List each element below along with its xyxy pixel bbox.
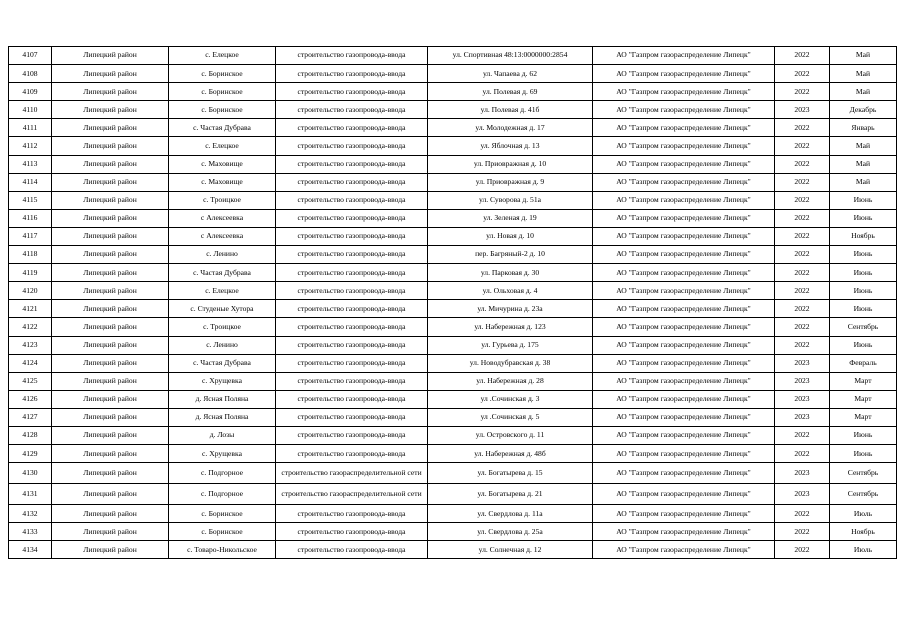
row-number: 4123: [9, 336, 52, 354]
address-cell: ул. Солнечная д. 12: [428, 541, 593, 559]
work-type-cell: строительство газопровода-ввода: [276, 155, 428, 173]
address-cell: ул. Новодубравская д. 38: [428, 354, 593, 372]
locality-cell: с. Маховище: [169, 173, 276, 191]
district-cell: Липецкий район: [52, 137, 169, 155]
month-cell: Июнь: [830, 336, 897, 354]
district-cell: Липецкий район: [52, 47, 169, 65]
address-cell: ул. Полевая д. 69: [428, 83, 593, 101]
row-number: 4124: [9, 354, 52, 372]
work-type-cell: строительство газопровода-ввода: [276, 318, 428, 336]
year-cell: 2022: [775, 264, 830, 282]
organization-cell: АО "Газпром газораспределение Липецк": [593, 191, 775, 209]
work-type-cell: строительство газопровода-ввода: [276, 227, 428, 245]
month-cell: Январь: [830, 119, 897, 137]
year-cell: 2022: [775, 155, 830, 173]
organization-cell: АО "Газпром газораспределение Липецк": [593, 336, 775, 354]
organization-cell: АО "Газпром газораспределение Липецк": [593, 83, 775, 101]
organization-cell: АО "Газпром газораспределение Липецк": [593, 227, 775, 245]
table-row: [9, 354, 897, 372]
locality-cell: с. Товаро-Никольское: [169, 541, 276, 559]
district-cell: Липецкий район: [52, 484, 169, 505]
address-cell: пер. Багряный-2 д. 10: [428, 246, 593, 264]
locality-cell: с. Елецкое: [169, 47, 276, 65]
locality-cell: с. Подгорное: [169, 484, 276, 505]
district-cell: Липецкий район: [52, 372, 169, 390]
row-number: 4125: [9, 372, 52, 390]
month-cell: Май: [830, 83, 897, 101]
table-row: [9, 119, 897, 137]
address-cell: ул. Островского д. 11: [428, 426, 593, 444]
district-cell: Липецкий район: [52, 541, 169, 559]
row-number: 4108: [9, 65, 52, 83]
locality-cell: д. Ясная Поляна: [169, 408, 276, 426]
work-type-cell: строительство газораспределительной сети: [276, 484, 428, 505]
district-cell: Липецкий район: [52, 191, 169, 209]
address-cell: ул. Мичурина д. 23а: [428, 300, 593, 318]
row-number: 4133: [9, 523, 52, 541]
work-type-cell: строительство газопровода-ввода: [276, 541, 428, 559]
year-cell: 2023: [775, 484, 830, 505]
district-cell: Липецкий район: [52, 523, 169, 541]
locality-cell: с. Частая Дубрава: [169, 119, 276, 137]
row-number: 4118: [9, 246, 52, 264]
organization-cell: АО "Газпром газораспределение Липецк": [593, 300, 775, 318]
work-type-cell: строительство газопровода-ввода: [276, 523, 428, 541]
organization-cell: АО "Газпром газораспределение Липецк": [593, 372, 775, 390]
work-type-cell: строительство газопровода-ввода: [276, 336, 428, 354]
year-cell: 2023: [775, 101, 830, 119]
month-cell: Июнь: [830, 282, 897, 300]
work-type-cell: строительство газопровода-ввода: [276, 445, 428, 463]
district-cell: Липецкий район: [52, 505, 169, 523]
address-cell: ул. Набережная д. 48б: [428, 445, 593, 463]
locality-cell: с. Елецкое: [169, 137, 276, 155]
year-cell: 2022: [775, 173, 830, 191]
month-cell: Июнь: [830, 246, 897, 264]
organization-cell: АО "Газпром газораспределение Липецк": [593, 155, 775, 173]
work-type-cell: строительство газопровода-ввода: [276, 101, 428, 119]
work-type-cell: строительство газопровода-ввода: [276, 173, 428, 191]
work-type-cell: строительство газопровода-ввода: [276, 505, 428, 523]
table-row: [9, 505, 897, 523]
year-cell: 2022: [775, 282, 830, 300]
month-cell: Ноябрь: [830, 227, 897, 245]
table-row: [9, 264, 897, 282]
row-number: 4120: [9, 282, 52, 300]
locality-cell: с. Ленино: [169, 246, 276, 264]
locality-cell: с. Студеные Хутора: [169, 300, 276, 318]
district-cell: Липецкий район: [52, 426, 169, 444]
locality-cell: с. Ленино: [169, 336, 276, 354]
work-type-cell: строительство газораспределительной сети: [276, 463, 428, 484]
year-cell: 2022: [775, 426, 830, 444]
address-cell: ул. Полевая д. 41б: [428, 101, 593, 119]
address-cell: ул. Набережная д. 123: [428, 318, 593, 336]
work-type-cell: строительство газопровода-ввода: [276, 65, 428, 83]
district-cell: Липецкий район: [52, 155, 169, 173]
locality-cell: с. Частая Дубрава: [169, 354, 276, 372]
row-number: 4116: [9, 209, 52, 227]
address-cell: ул. Зеленая д. 19: [428, 209, 593, 227]
locality-cell: д. Ясная Поляна: [169, 390, 276, 408]
locality-cell: д. Лозы: [169, 426, 276, 444]
year-cell: 2023: [775, 408, 830, 426]
table-row: [9, 209, 897, 227]
year-cell: 2022: [775, 119, 830, 137]
locality-cell: с. Хрущевка: [169, 372, 276, 390]
district-cell: Липецкий район: [52, 101, 169, 119]
work-type-cell: строительство газопровода-ввода: [276, 372, 428, 390]
table-row: [9, 246, 897, 264]
month-cell: Июнь: [830, 300, 897, 318]
district-cell: Липецкий район: [52, 336, 169, 354]
work-type-cell: строительство газопровода-ввода: [276, 83, 428, 101]
locality-cell: с. Троицкое: [169, 191, 276, 209]
address-cell: ул. Новая д. 10: [428, 227, 593, 245]
row-number: 4117: [9, 227, 52, 245]
table-body: [9, 47, 897, 559]
row-number: 4134: [9, 541, 52, 559]
row-number: 4109: [9, 83, 52, 101]
organization-cell: АО "Газпром газораспределение Липецк": [593, 484, 775, 505]
year-cell: 2023: [775, 372, 830, 390]
work-type-cell: строительство газопровода-ввода: [276, 354, 428, 372]
address-cell: ул. Богатырева д. 15: [428, 463, 593, 484]
year-cell: 2022: [775, 209, 830, 227]
work-type-cell: строительство газопровода-ввода: [276, 390, 428, 408]
year-cell: 2022: [775, 523, 830, 541]
organization-cell: АО "Газпром газораспределение Липецк": [593, 101, 775, 119]
month-cell: Май: [830, 65, 897, 83]
locality-cell: с. Маховище: [169, 155, 276, 173]
work-type-cell: строительство газопровода-ввода: [276, 426, 428, 444]
month-cell: Май: [830, 47, 897, 65]
month-cell: Май: [830, 155, 897, 173]
district-cell: Липецкий район: [52, 209, 169, 227]
organization-cell: АО "Газпром газораспределение Липецк": [593, 65, 775, 83]
year-cell: 2023: [775, 354, 830, 372]
locality-cell: с. Троицкое: [169, 318, 276, 336]
table-row: [9, 318, 897, 336]
table-row: [9, 445, 897, 463]
month-cell: Декабрь: [830, 101, 897, 119]
locality-cell: с. Елецкое: [169, 282, 276, 300]
row-number: 4126: [9, 390, 52, 408]
table-row: [9, 484, 897, 505]
year-cell: 2022: [775, 336, 830, 354]
work-type-cell: строительство газопровода-ввода: [276, 47, 428, 65]
district-cell: Липецкий район: [52, 408, 169, 426]
work-type-cell: строительство газопровода-ввода: [276, 119, 428, 137]
work-type-cell: строительство газопровода-ввода: [276, 264, 428, 282]
month-cell: Ноябрь: [830, 523, 897, 541]
month-cell: Сентябрь: [830, 463, 897, 484]
locality-cell: с. Боринское: [169, 83, 276, 101]
district-cell: Липецкий район: [52, 300, 169, 318]
work-type-cell: строительство газопровода-ввода: [276, 408, 428, 426]
work-type-cell: строительство газопровода-ввода: [276, 191, 428, 209]
month-cell: Июль: [830, 505, 897, 523]
locality-cell: с. Боринское: [169, 523, 276, 541]
month-cell: Сентябрь: [830, 318, 897, 336]
month-cell: Июнь: [830, 445, 897, 463]
table-row: [9, 65, 897, 83]
work-type-cell: строительство газопровода-ввода: [276, 282, 428, 300]
table-row: [9, 137, 897, 155]
address-cell: ул. Приовражная д. 9: [428, 173, 593, 191]
month-cell: Июнь: [830, 264, 897, 282]
address-cell: ул .Сочинская д. 5: [428, 408, 593, 426]
organization-cell: АО "Газпром газораспределение Липецк": [593, 426, 775, 444]
records-table: [8, 46, 897, 559]
organization-cell: АО "Газпром газораспределение Липецк": [593, 354, 775, 372]
organization-cell: АО "Газпром газораспределение Липецк": [593, 523, 775, 541]
row-number: 4114: [9, 173, 52, 191]
locality-cell: с Алексеевка: [169, 227, 276, 245]
address-cell: ул. Молодежная д. 17: [428, 119, 593, 137]
district-cell: Липецкий район: [52, 282, 169, 300]
year-cell: 2022: [775, 505, 830, 523]
table-row: [9, 336, 897, 354]
row-number: 4112: [9, 137, 52, 155]
organization-cell: АО "Газпром газораспределение Липецк": [593, 264, 775, 282]
month-cell: Март: [830, 372, 897, 390]
table-row: [9, 408, 897, 426]
organization-cell: АО "Газпром газораспределение Липецк": [593, 505, 775, 523]
district-cell: Липецкий район: [52, 227, 169, 245]
table-row: [9, 47, 897, 65]
row-number: 4130: [9, 463, 52, 484]
organization-cell: АО "Газпром газораспределение Липецк": [593, 463, 775, 484]
month-cell: Сентябрь: [830, 484, 897, 505]
district-cell: Липецкий район: [52, 65, 169, 83]
table-row: [9, 173, 897, 191]
organization-cell: АО "Газпром газораспределение Липецк": [593, 173, 775, 191]
month-cell: Май: [830, 173, 897, 191]
month-cell: Июнь: [830, 191, 897, 209]
address-cell: ул. Чапаева д. 62: [428, 65, 593, 83]
district-cell: Липецкий район: [52, 463, 169, 484]
table-row: [9, 282, 897, 300]
organization-cell: АО "Газпром газораспределение Липецк": [593, 318, 775, 336]
locality-cell: с. Боринское: [169, 505, 276, 523]
locality-cell: с. Частая Дубрава: [169, 264, 276, 282]
address-cell: ул. Набережная д. 28: [428, 372, 593, 390]
table-row: [9, 227, 897, 245]
row-number: 4132: [9, 505, 52, 523]
row-number: 4111: [9, 119, 52, 137]
table-row: [9, 101, 897, 119]
table-row: [9, 83, 897, 101]
organization-cell: АО "Газпром газораспределение Липецк": [593, 390, 775, 408]
district-cell: Липецкий район: [52, 173, 169, 191]
year-cell: 2022: [775, 318, 830, 336]
row-number: 4107: [9, 47, 52, 65]
organization-cell: АО "Газпром газораспределение Липецк": [593, 209, 775, 227]
organization-cell: АО "Газпром газораспределение Липецк": [593, 47, 775, 65]
work-type-cell: строительство газопровода-ввода: [276, 246, 428, 264]
year-cell: 2023: [775, 390, 830, 408]
district-cell: Липецкий район: [52, 445, 169, 463]
organization-cell: АО "Газпром газораспределение Липецк": [593, 445, 775, 463]
row-number: 4119: [9, 264, 52, 282]
locality-cell: с. Боринское: [169, 101, 276, 119]
address-cell: ул. Суворова д. 51а: [428, 191, 593, 209]
year-cell: 2022: [775, 227, 830, 245]
year-cell: 2023: [775, 463, 830, 484]
year-cell: 2022: [775, 445, 830, 463]
year-cell: 2022: [775, 65, 830, 83]
year-cell: 2022: [775, 541, 830, 559]
work-type-cell: строительство газопровода-ввода: [276, 137, 428, 155]
address-cell: ул .Сочинская д. 3: [428, 390, 593, 408]
district-cell: Липецкий район: [52, 318, 169, 336]
table-row: [9, 426, 897, 444]
address-cell: ул. Спортивная 48:13:0000000:2854: [428, 47, 593, 65]
district-cell: Липецкий район: [52, 390, 169, 408]
organization-cell: АО "Газпром газораспределение Липецк": [593, 246, 775, 264]
locality-cell: с. Хрущевка: [169, 445, 276, 463]
table-row: [9, 390, 897, 408]
table-row: [9, 523, 897, 541]
year-cell: 2022: [775, 246, 830, 264]
month-cell: Май: [830, 137, 897, 155]
table-row: [9, 541, 897, 559]
district-cell: Липецкий район: [52, 264, 169, 282]
organization-cell: АО "Газпром газораспределение Липецк": [593, 137, 775, 155]
row-number: 4131: [9, 484, 52, 505]
organization-cell: АО "Газпром газораспределение Липецк": [593, 541, 775, 559]
row-number: 4128: [9, 426, 52, 444]
year-cell: 2022: [775, 191, 830, 209]
row-number: 4129: [9, 445, 52, 463]
table-row: [9, 372, 897, 390]
month-cell: Июнь: [830, 426, 897, 444]
year-cell: 2022: [775, 47, 830, 65]
row-number: 4110: [9, 101, 52, 119]
address-cell: ул. Приовражная д. 10: [428, 155, 593, 173]
row-number: 4115: [9, 191, 52, 209]
address-cell: ул. Ольховая д. 4: [428, 282, 593, 300]
address-cell: ул. Свердлова д. 25а: [428, 523, 593, 541]
year-cell: 2022: [775, 300, 830, 318]
locality-cell: с. Подгорное: [169, 463, 276, 484]
month-cell: Июль: [830, 541, 897, 559]
locality-cell: с. Боринское: [169, 65, 276, 83]
work-type-cell: строительство газопровода-ввода: [276, 209, 428, 227]
organization-cell: АО "Газпром газораспределение Липецк": [593, 408, 775, 426]
table-row: [9, 191, 897, 209]
organization-cell: АО "Газпром газораспределение Липецк": [593, 282, 775, 300]
district-cell: Липецкий район: [52, 119, 169, 137]
row-number: 4121: [9, 300, 52, 318]
address-cell: ул. Гурьева д. 175: [428, 336, 593, 354]
month-cell: Июнь: [830, 209, 897, 227]
year-cell: 2022: [775, 137, 830, 155]
row-number: 4122: [9, 318, 52, 336]
month-cell: Март: [830, 390, 897, 408]
locality-cell: с Алексеевка: [169, 209, 276, 227]
row-number: 4113: [9, 155, 52, 173]
address-cell: ул. Свердлова д. 11а: [428, 505, 593, 523]
table-row: [9, 300, 897, 318]
work-type-cell: строительство газопровода-ввода: [276, 300, 428, 318]
table-row: [9, 463, 897, 484]
address-cell: ул. Богатырева д. 21: [428, 484, 593, 505]
month-cell: Февраль: [830, 354, 897, 372]
district-cell: Липецкий район: [52, 246, 169, 264]
address-cell: ул. Парковая д. 30: [428, 264, 593, 282]
address-cell: ул. Яблочная д. 13: [428, 137, 593, 155]
organization-cell: АО "Газпром газораспределение Липецк": [593, 119, 775, 137]
month-cell: Март: [830, 408, 897, 426]
year-cell: 2022: [775, 83, 830, 101]
district-cell: Липецкий район: [52, 83, 169, 101]
table-row: [9, 155, 897, 173]
district-cell: Липецкий район: [52, 354, 169, 372]
row-number: 4127: [9, 408, 52, 426]
